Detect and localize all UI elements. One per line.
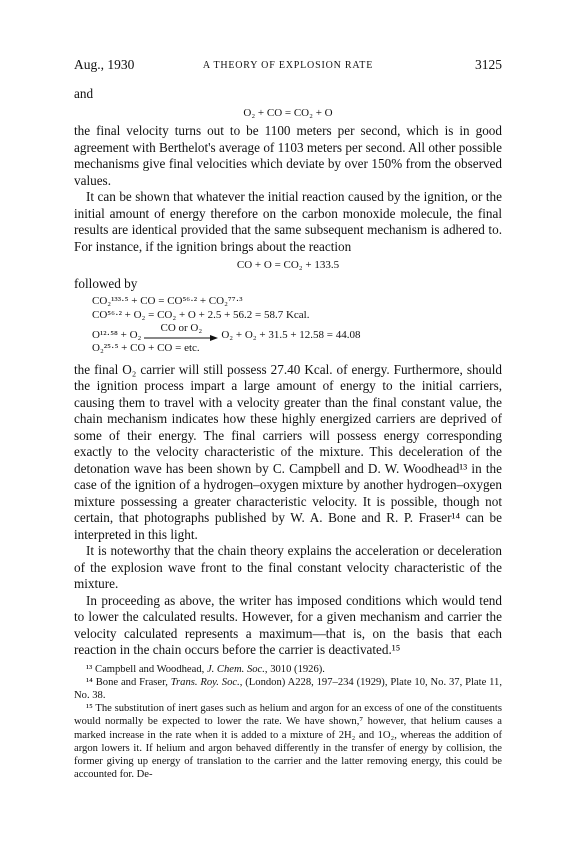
arrow-label: CO or O₂ — [160, 322, 203, 334]
footnote-15: ¹⁵ The substitution of inert gases such as helium and argon for an excess of one of the constituents would normally be expected to lower the rate. We have shown,⁷ however, that helium causes a marked increase in the rate when it is added to a mixture of 2H₂ and 1O₂, whereas the addition of argon lowers it. If helium and argon behaved differently in the transfer of energy by collision, the former giving up energy of translation to the carrier and the latter removing energy, this could be accounted for. De- — [74, 703, 502, 781]
equation-right: O₂ + O₂ + 31.5 + 12.58 = 44.08 — [221, 328, 361, 341]
equation: CO + O = CO₂ + 133.5 — [236, 259, 340, 271]
reaction-chain — [92, 295, 502, 356]
footnote-14: ¹⁴ Bone and Fraser, Trans. Roy. Soc., (London) A228, 197–234 (1929), Plate 10, No. 37, Plate 11, No. 38. — [74, 676, 502, 701]
footnote-13: ¹³ Campbell and Woodhead, J. Chem. Soc., 3010 (1926). — [86, 663, 325, 675]
running-header-date: Aug., 1930 — [74, 57, 135, 72]
paragraph: followed by — [74, 275, 138, 291]
paragraph: In proceeding as above, the writer has imposed conditions which would tend to lower the calculated results. However, for a given mechanism and carrier the velocity calculated represents a maximum—that is, on the basis that each reaction in the chain occurs before the carrier is deactivated.¹⁵ — [74, 592, 502, 657]
body-text — [74, 86, 502, 781]
reaction-arrow — [144, 322, 218, 342]
right-arrow-icon — [144, 334, 218, 342]
equation-line: CO⁵⁶·² + O₂ = CO₂ + O + 2.5 + 56.2 = 58.7 Kcal. — [92, 308, 310, 321]
paragraph: the final velocity turns out to be 1100 meters per second, which is in good agreement with Berthelot's average of 1103 meters per second. All other possible mechanisms give final velocities which deviate by over 150% from the observed values. — [74, 123, 502, 188]
paragraph: It can be shown that whatever the initial reaction caused by the ignition, or the initial amount of energy therefore on the carbon monoxide molecule, the final results are identical provided that the same subsequent mechanism is adhered to. For instance, if the ignition brings about the reaction — [74, 189, 502, 254]
page-number: 3125 — [475, 57, 502, 72]
paragraph: the final O₂ carrier will still possess 27.40 Kcal. of energy. Furthermore, should the ignition process impart a large amount of energy to the initial carriers, causing them to travel with a velocity greater than the final constant value, the chain mechanism indicates how these highly energized carriers are deprived of some of their energy. The final carriers will possess energy corresponding exactly to the velocity characteristic of the mixture. This deceleration of the detonation wave has been shown by C. Campbell and D. W. Woodhead¹³ in the case of the ignition of a hydrogen–oxygen mixture by another hydrogen–oxygen mixture possessing a greater characteristic velocity. It is possible, though not certain, that photographs published by W. A. Bone and R. P. Fraser¹⁴ can be interpreted in this light. — [74, 361, 502, 542]
equation-left: O¹²·⁵⁸ + O₂ — [92, 328, 142, 341]
paragraph: It is noteworthy that the chain theory explains the acceleration or deceleration of the explosion wave front to the final constant velocity characteristic of the mixture. — [74, 543, 502, 591]
equation-line — [92, 322, 360, 342]
running-header-title: A THEORY OF EXPLOSION RATE — [202, 60, 374, 71]
equation-line: O₂²⁵·⁵ + CO + CO = etc. — [92, 342, 200, 354]
paragraph: and — [74, 86, 94, 101]
equation: O₂ + CO = CO₂ + O — [243, 106, 333, 119]
equation-line: CO₂¹³³·⁵ + CO = CO⁵⁶·² + CO₂⁷⁷·³ — [92, 295, 243, 307]
